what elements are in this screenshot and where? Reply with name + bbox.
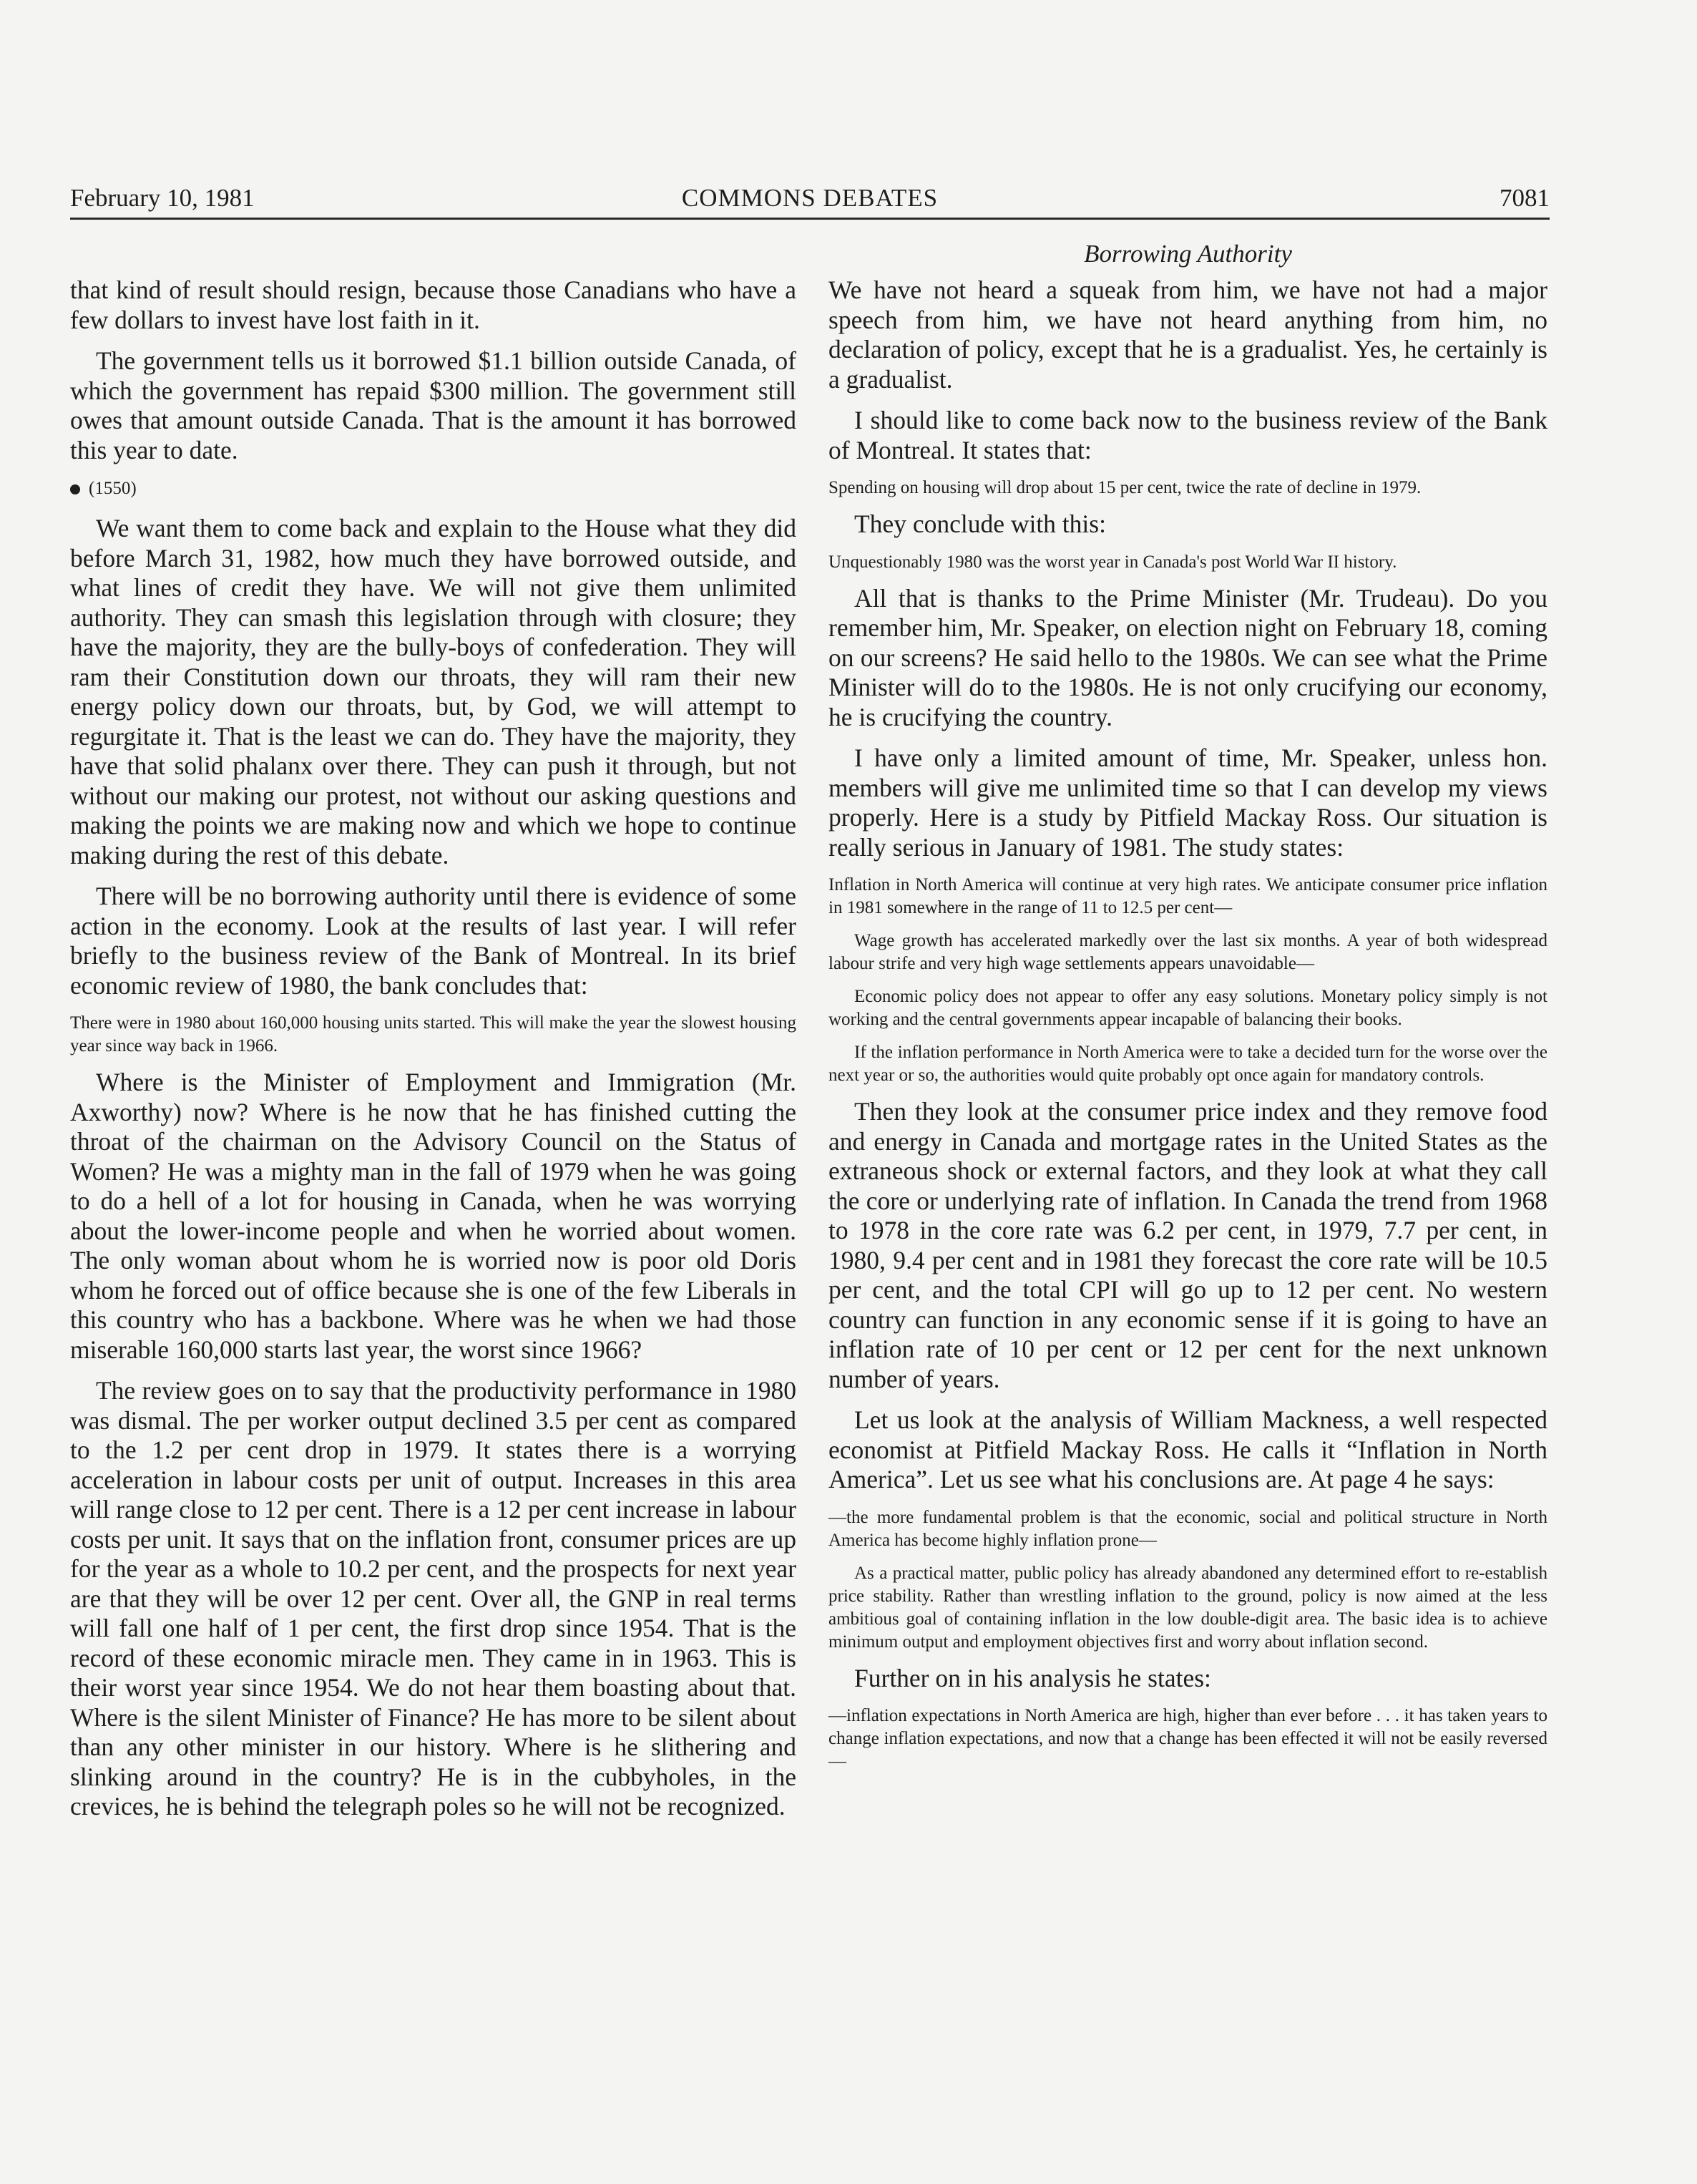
right-column [828,276,1547,1783]
paragraph: They conclude with this: [854,510,1106,538]
quotation: Economic policy does not appear to offer any easy solutions. Monetary policy simply is not working and the central governments appear incapable of balancing their books. [828,987,1547,1029]
paragraph: We have not heard a squeak from him, we have not had a major speech from him, we have not heard anything from him, no declaration of policy, except that he is a gradualist. Yes, he certainly is a gradualist. [828,276,1547,394]
bullet-icon [70,484,80,494]
time-marker [70,478,796,499]
quotation: There were in 1980 about 160,000 housing units started. This will make the year the slowest housing year since way back in 1966. [70,1013,796,1056]
quotation: Spending on housing will drop about 15 per cent, twice the rate of decline in 1979. [828,478,1422,497]
paragraph: I should like to come back now to the business review of the Bank of Montreal. It states that: [828,406,1547,464]
time-marker-label: (1550) [89,479,137,498]
page-header [70,182,1550,220]
header-date: February 10, 1981 [70,184,255,212]
header-page-number: 7081 [1500,184,1550,212]
quotation: —inflation expectations in North America are high, higher than ever before . . . it has taken years to change inflation expectations, and now that a change has been effected it will not be easily reversed— [828,1706,1547,1771]
left-column [70,276,796,1833]
header-title: COMMONS DEBATES [681,184,939,212]
paragraph: There will be no borrowing authority until there is evidence of some action in the economy. Look at the results of last year. I will refer briefly to the business review of the Bank of Montreal. In its brief economic review of 1980, the bank concludes that: [70,882,796,1000]
quotation: Inflation in North America will continue at very high rates. We anticipate consumer price inflation in 1981 somewhere in the range of 11 to 12.5 per cent— [828,875,1547,917]
running-head: Borrowing Authority [1084,240,1292,268]
quotation: As a practical matter, public policy has already abandoned any determined effort to re-establish price stability. Rather than wrestling inflation to the ground, policy is now aimed at the less ambitious goal of containing inflation in the low double-digit area. The basic idea is to achieve minimum output and employment objectives first and worry about inflation second. [828,1563,1547,1652]
paragraph: The government tells us it borrowed $1.1 billion outside Canada, of which the government has repaid $300 million. The government still owes that amount outside Canada. That is the amount it has borrowed this year to date. [70,346,796,464]
paragraph: All that is thanks to the Prime Minister (Mr. Trudeau). Do you remember him, Mr. Speaker, on election night on February 18, coming on our screens? He said hello to the 1980s. We can see what the Prime Minister will do to the 1980s. He is not only crucifying our economy, he is crucifying the country. [828,583,1547,731]
paragraph: Then they look at the consumer price index and they remove food and energy in Canada and mortgage rates in the United States as the extraneous shock or external factors, and they look at what they call the core or underlying rate of inflation. In Canada the trend from 1968 to 1978 in the core rate was 6.2 per cent, in 1979, 7.7 per cent, in 1980, 9.4 per cent and in 1981 they forecast the core rate will be 10.5 per cent, and the total CPI will go up to 12 per cent. No western country can function in any economic sense if it is going to have an inflation rate of 10 per cent or 12 per cent for the next unknown number of years. [828,1097,1547,1393]
paragraph: The review goes on to say that the productivity performance in 1980 was dismal. The per worker output declined 3.5 per cent as compared to the 1.2 per cent drop in 1979. It states there is a worrying acceleration in labour costs per unit of output. Increases in this area will range close to 12 per cent. There is a 12 per cent increase in labour costs per unit. It says that on the inflation front, consumer prices are up for the year as a whole to 10.2 per cent, and the prospects for next year are that they will be over 12 per cent. Over all, the GNP in real terms will fall one half of 1 per cent, the first drop since 1954. That is the record of these economic miracle men. They came in in 1963. This is their worst year since 1954. We do not hear them boasting about that. Where is the silent Minister of Finance? He has more to be silent about than any other minister in our history. Where is he slithering and slinking around in the country? He is in the cubbyholes, in the crevices, he is behind the telegraph poles so he will not be recognized. [70,1376,796,1820]
quotation: Unquestionably 1980 was the worst year in Canada's post World War II history. [828,552,1397,572]
paragraph: Where is the Minister of Employment and Immigration (Mr. Axworthy) now? Where is he now that he has finished cutting the throat of the chairman on the Advisory Council on the Status of Women? He was a mighty man in the fall of 1979 when he was going to do a hell of a lot for housing in Canada, when he was worrying about the lower-income people and when he worried about women. The only woman about whom he is worried now is poor old Doris whom he forced out of office because she is one of the few Liberals in this country who has a backbone. Where was he when we had those miserable 160,000 starts last year, the worst since 1966? [70,1068,796,1364]
paragraph: We want them to come back and explain to the House what they did before March 31, 1982, how much they have borrowed outside, and what lines of credit they have. We will not give them unlimited authority. They can smash this legislation through with closure; they have the majority, they are the bully-boys of confederation. They will ram their Constitution down our throats, they will ram their new energy policy down our throats, but, by God, we will attempt to regurgitate it. That is the least we can do. They have the majority, they have that solid phalanx over there. They can push it through, but not without our making our protest, not without our asking questions and making the points we are making now and which we hope to continue making during the rest of this debate. [70,514,796,869]
paragraph: I have only a limited amount of time, Mr. Speaker, unless hon. members will give me unlimited time so that I can develop my views properly. Here is a study by Pitfield Mackay Ross. Our situation is really serious in January of 1981. The study states: [828,744,1547,862]
quotation: —the more fundamental problem is that the economic, social and political structure in North America has become highly inflation prone— [828,1507,1547,1550]
paragraph: Let us look at the analysis of William Mackness, a well respected economist at Pitfield Mackay Ross. He calls it “Inflation in North America”. Let us see what his conclusions are. At page 4 he says: [828,1405,1547,1493]
quotation: Wage growth has accelerated markedly over the last six months. A year of both widespread labour strife and very high wage settlements appears unavoidable— [828,931,1547,973]
paragraph: Further on in his analysis he states: [854,1663,1211,1692]
paragraph: that kind of result should resign, because those Canadians who have a few dollars to invest have lost faith in it. [70,276,796,334]
quotation: If the inflation performance in North America were to take a decided turn for the worse over the next year or so, the authorities would quite probably opt once again for mandatory controls. [828,1043,1547,1085]
